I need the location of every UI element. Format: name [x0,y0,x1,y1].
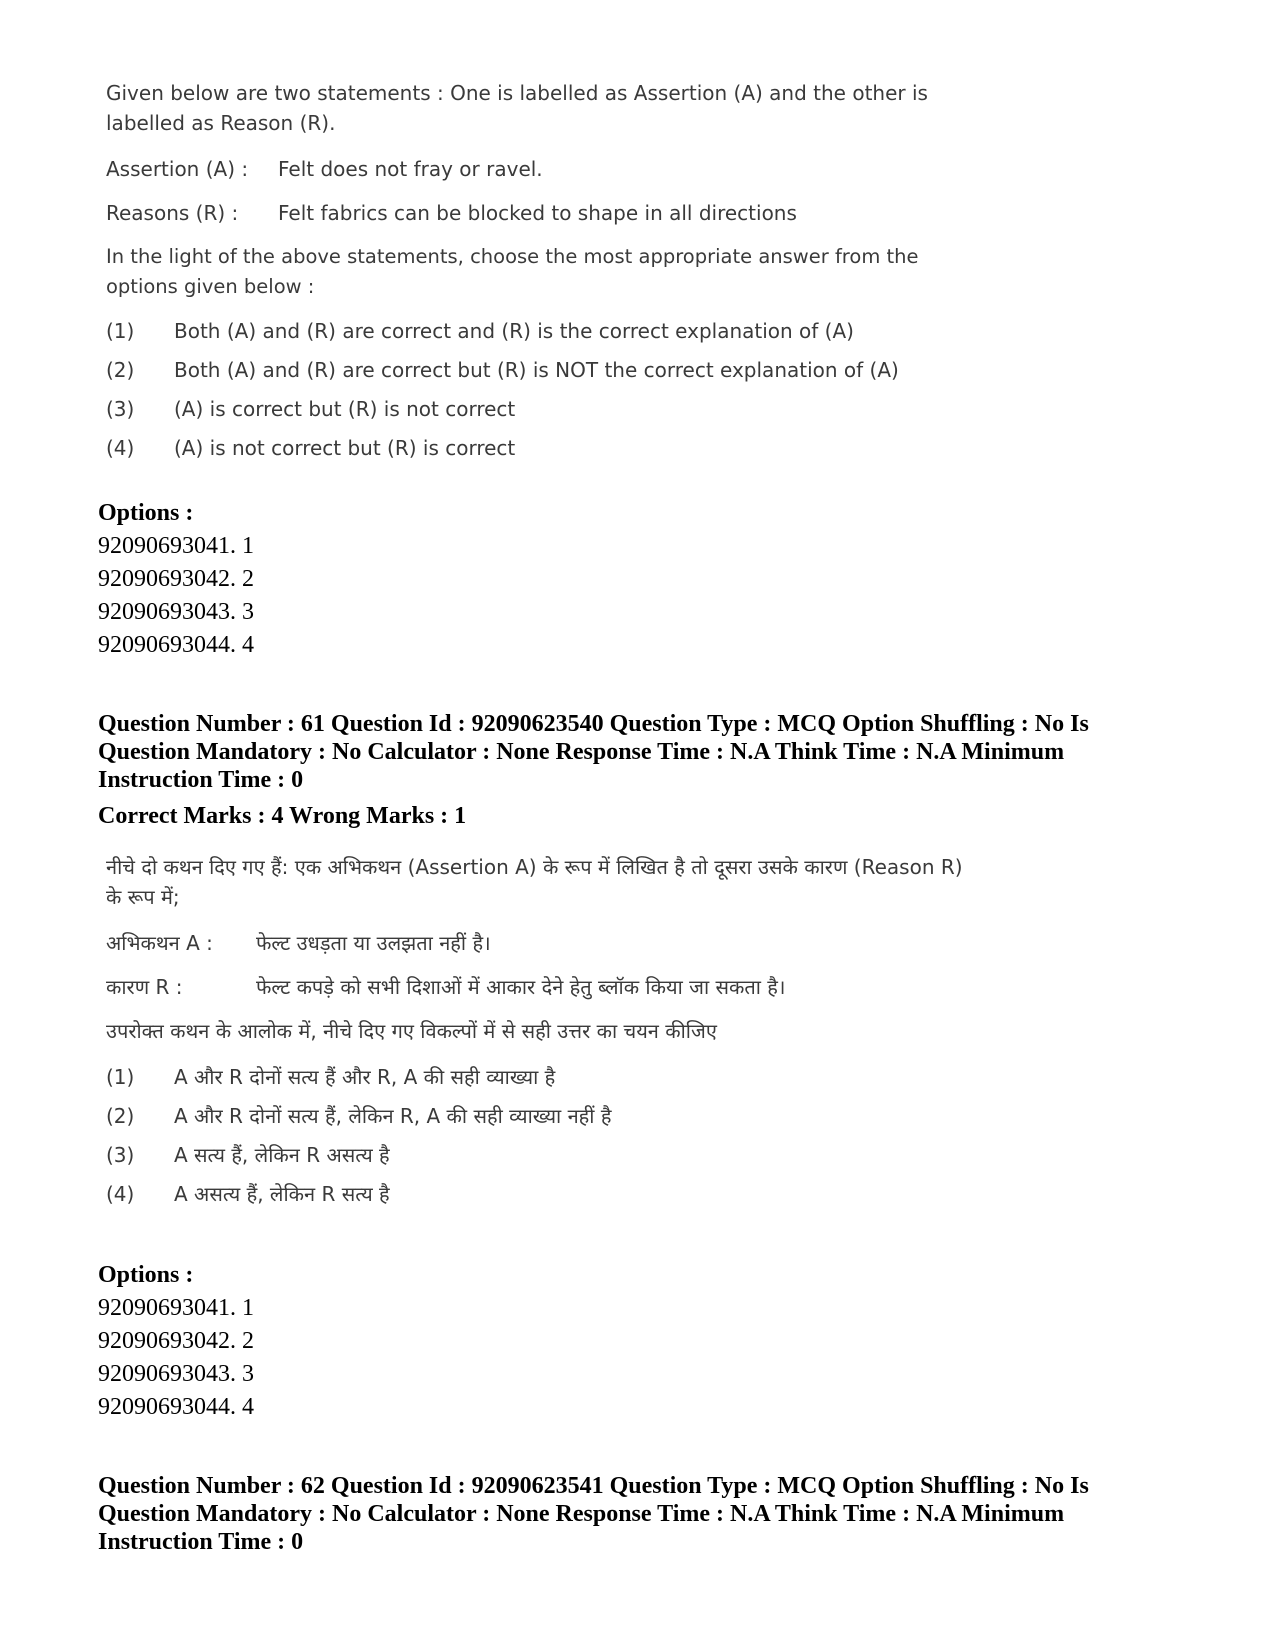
question-instruction: उपरोक्त कथन के आलोक में, नीचे दिए गए विकल्पों में से सही उत्तर का चयन कीजिए [106,1019,717,1043]
option-id: 92090693043. 3 [98,1361,254,1387]
reason-label: कारण R : [106,975,183,999]
answer-choice [106,1101,966,1131]
question-intro: Given below are two statements : One is labelled as Assertion (A) and the other is labelled as Reason (R). [106,81,928,135]
answer-choice [106,433,966,463]
options-block [98,497,254,662]
options-heading: Options : [98,500,194,526]
question-61-header-block [98,710,1178,833]
assertion-label: अभिकथन A : [106,931,213,955]
option-id: 92090693044. 4 [98,1394,254,1420]
question-header: Question Number : 61 Question Id : 92090623540 Question Type : MCQ Option Shuffling : No Is Question Mandatory : No Calculator : None Response Time : N.A Think Time : N.A Minimum Instruction Time : 0 [98,711,1089,793]
answer-choice-number: (3) [106,1143,135,1167]
answer-choice-text: A और R दोनों सत्य हैं, लेकिन R, A की सही व्याख्या नहीं है [174,1104,612,1128]
assertion-label: Assertion (A) : [106,157,249,181]
answer-choice [106,1140,966,1170]
reason-label: Reasons (R) : [106,201,239,225]
options-heading: Options : [98,1262,194,1288]
reason-text: फेल्ट कपड़े को सभी दिशाओं में आकार देने हेतु ब्लॉक किया जा सकता है। [256,975,786,999]
question-intro: नीचे दो कथन दिए गए हैं: एक अभिकथन (Assertion A) के रूप में लिखित है तो दूसरा उसके कारण (Reason R) के रूप में; [106,855,963,909]
option-id: 92090693043. 3 [98,599,254,625]
assertion-text: फेल्ट उधड़ता या उलझता नहीं है। [256,931,491,955]
assertion-text: Felt does not fray or ravel. [278,157,543,181]
reason-statement [106,198,966,228]
answer-choice-text: Both (A) and (R) are correct and (R) is the correct explanation of (A) [174,319,854,343]
assertion-statement [106,928,966,958]
answer-choice [106,316,966,346]
answer-choice-number: (1) [106,319,135,343]
option-id: 92090693042. 2 [98,566,254,592]
answer-choice-number: (2) [106,358,135,382]
answer-choice-number: (3) [106,397,135,421]
answer-choice-text: (A) is not correct but (R) is correct [174,436,516,460]
answer-choice-number: (4) [106,436,135,460]
question-60-scan [106,78,966,472]
answer-choice-text: A सत्य हैं, लेकिन R असत्य है [174,1143,390,1167]
question-header: Question Number : 62 Question Id : 92090623541 Question Type : MCQ Option Shuffling : No Is Question Mandatory : No Calculator : None Response Time : N.A Think Time : N.A Minimum Instruction Time : 0 [98,1473,1089,1555]
option-id: 92090693041. 1 [98,1295,254,1321]
option-id: 92090693042. 2 [98,1328,254,1354]
answer-choice-text: (A) is correct but (R) is not correct [174,397,516,421]
option-id: 92090693044. 4 [98,632,254,658]
reason-statement [106,972,966,1002]
answer-choice-number: (1) [106,1065,135,1089]
answer-choice-text: A और R दोनों सत्य हैं और R, A की सही व्याख्या है [174,1065,556,1089]
question-62-header-block [98,1472,1178,1556]
options-block [98,1259,254,1424]
answer-choice-text: Both (A) and (R) are correct but (R) is NOT the correct explanation of (A) [174,358,899,382]
answer-choice [106,1179,966,1209]
question-61-scan [106,852,966,1218]
answer-choice-number: (2) [106,1104,135,1128]
option-id: 92090693041. 1 [98,533,254,559]
answer-choice [106,1062,966,1092]
assertion-statement [106,154,966,184]
question-instruction: In the light of the above statements, choose the most appropriate answer from the options given below : [106,245,919,298]
marks-line: Correct Marks : 4 Wrong Marks : 1 [98,803,467,829]
answer-choice-number: (4) [106,1182,135,1206]
answer-choice [106,355,966,385]
answer-choice-text: A असत्य हैं, लेकिन R सत्य है [174,1182,390,1206]
reason-text: Felt fabrics can be blocked to shape in all directions [278,201,797,225]
answer-choice [106,394,966,424]
